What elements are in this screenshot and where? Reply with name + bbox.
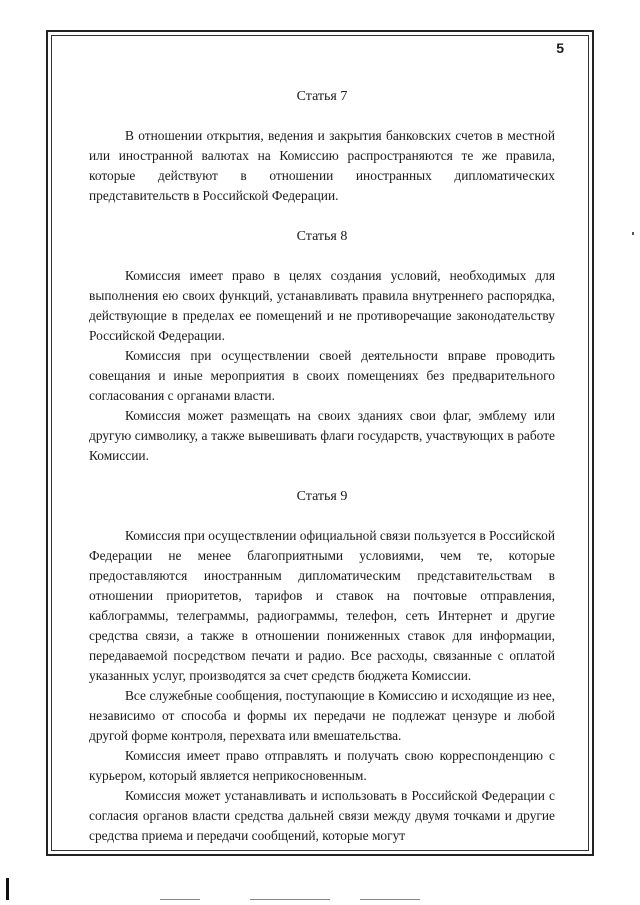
article-8 — [89, 228, 555, 466]
scan-speck — [632, 232, 634, 235]
paragraph: Комиссия имеет право в целях создания условий, необходимых для выполнения ею своих функций, устанавливать правила внутреннего распорядка, действующие в пределах ее помещений и не противоречащие законодательству Российской Федерации. — [89, 268, 555, 343]
document-body — [89, 88, 555, 846]
page-number: 5 — [556, 40, 564, 56]
article-7 — [89, 88, 555, 206]
paragraph: Комиссия при осуществлении своей деятельности вправе проводить совещания и иные мероприятия в своих помещениях без предварительного согласования с органами власти. — [89, 348, 555, 403]
article-heading: Статья 7 — [296, 89, 348, 104]
scan-binding-mark — [6, 878, 9, 900]
paragraph: Комиссия может устанавливать и использовать в Российской Федерации с согласия органов власти средства дальней связи между двумя точками и другие средства приема и передачи сообщений, которые могут — [89, 788, 555, 843]
article-heading: Статья 9 — [296, 489, 348, 504]
paragraph: Комиссия может размещать на своих зданиях свои флаг, эмблему или другую символику, а также вывешивать флаги государств, участвующих в работе Комиссии. — [89, 408, 555, 463]
scan-edge-line — [360, 899, 420, 900]
paragraph: Все служебные сообщения, поступающие в Комиссию и исходящие из нее, независимо от способа и формы их передачи не подлежат цензуре и любой другой форме контроля, перехвата или вмешательства. — [89, 688, 555, 743]
paragraph: Комиссия имеет право отправлять и получать свою корреспонденцию с курьером, который является неприкосновенным. — [89, 748, 555, 783]
article-9 — [89, 488, 555, 846]
paragraph: Комиссия при осуществлении официальной связи пользуется в Российской Федерации не менее благоприятными условиями, чем те, которые предоставляются иностранным дипломатическим представительствам в отношении приоритетов, тарифов и ставок на почтовые отправления, каблограммы, телеграммы, радиограммы, телефон, сеть Интернет и другие средства связи, а также в отношении пониженных ставок для информации, передаваемой посредством печати и радио. Все расходы, связанные с оплатой указанных услуг, производятся за счет средств бюджета Комиссии. — [89, 528, 555, 683]
scan-edge-line — [250, 899, 330, 900]
paragraph: В отношении открытия, ведения и закрытия банковских счетов в местной или иностранной валютах на Комиссию распространяются те же правила, которые действуют в отношении иностранных дипломатических представительств в Российской Федерации. — [89, 128, 555, 203]
article-heading: Статья 8 — [296, 229, 348, 244]
scan-edge-line — [160, 899, 200, 900]
